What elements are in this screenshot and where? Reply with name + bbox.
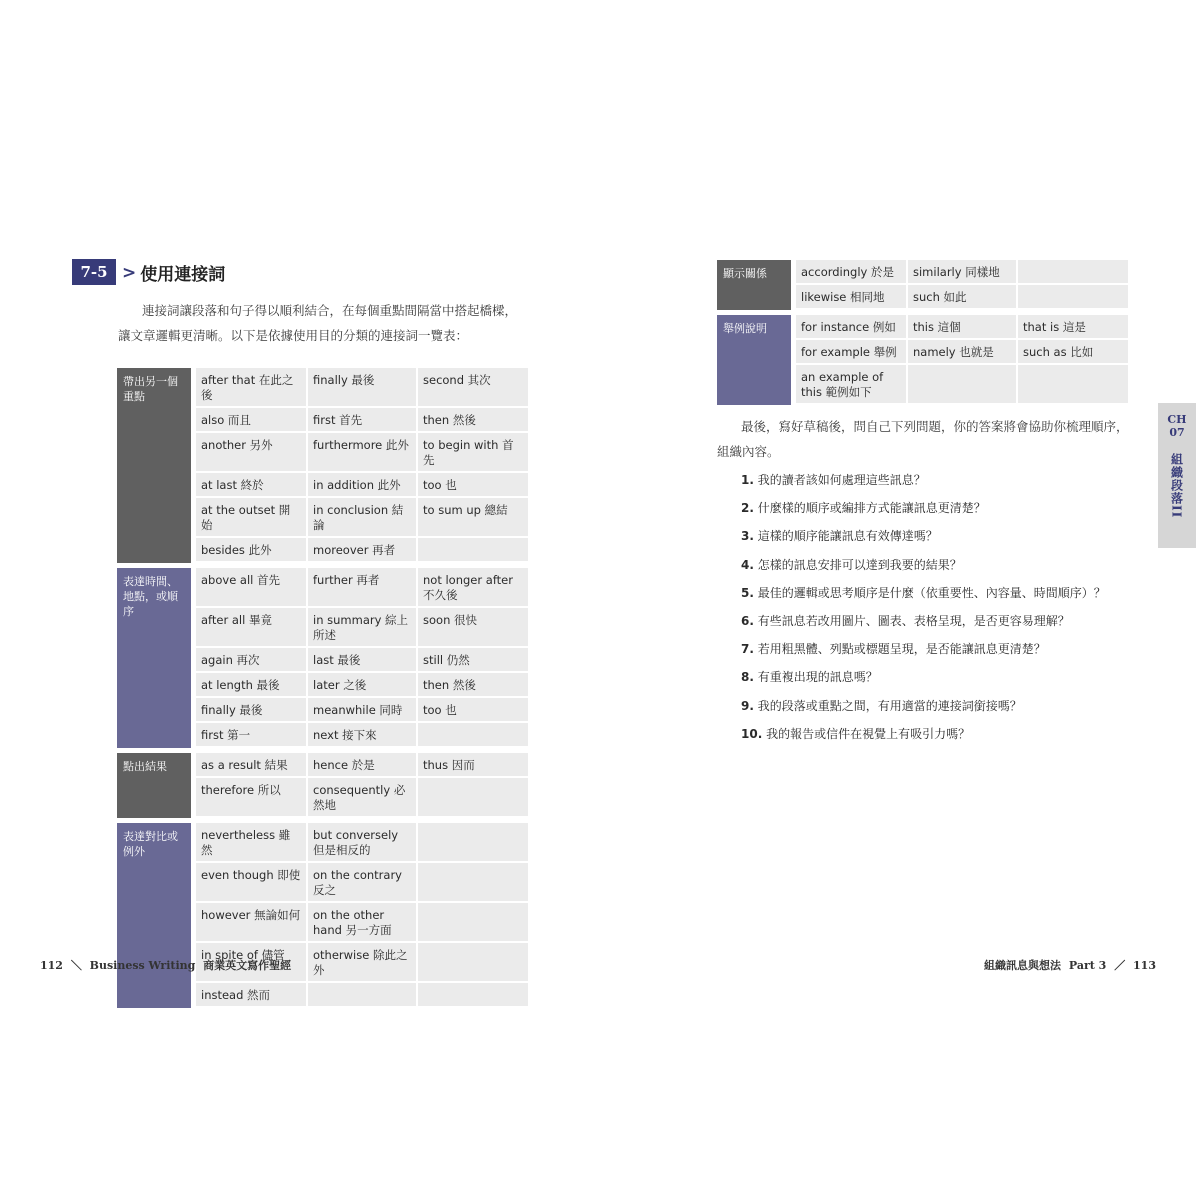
chevron-right-icon: >: [122, 263, 137, 283]
question-item: [741, 470, 1161, 498]
question-number: 2.: [741, 501, 754, 516]
table-row: [796, 340, 1128, 363]
question-text: 我的段落或重點之間，有用適當的連接詞銜接嗎？: [757, 698, 1022, 713]
connector-group: [117, 368, 528, 563]
connector-cell: [418, 723, 528, 746]
connector-cell: furthermore 此外: [308, 433, 416, 471]
connector-cell: finally 最後: [308, 368, 416, 406]
connector-cell: even though 即使: [196, 863, 306, 901]
connector-cell: at last 終於: [196, 473, 306, 496]
connector-cell: after all 畢竟: [196, 608, 306, 646]
connector-cell: [418, 863, 528, 901]
connector-cell: also 而且: [196, 408, 306, 431]
connector-cell: that is 這是: [1018, 315, 1128, 338]
part-label: Part 3: [1068, 959, 1107, 972]
question-text: 有些訊息若改用圖片、圖表、表格呈現，是否更容易理解？: [757, 613, 1070, 628]
connector-cell: as a result 結果: [196, 753, 306, 776]
question-item: [741, 611, 1161, 639]
question-item: [741, 696, 1161, 724]
series-name: Business Writing: [89, 959, 196, 972]
table-row: [196, 498, 528, 536]
question-item: [741, 724, 1161, 752]
chapter-tab: [1158, 403, 1196, 548]
question-number: 7.: [741, 642, 754, 657]
connector-cell: at the outset 開始: [196, 498, 306, 536]
connector-cell: likewise 相同地: [796, 285, 906, 308]
connector-cell: instead 然而: [196, 983, 306, 1006]
question-number: 4.: [741, 557, 754, 572]
table-row: [196, 433, 528, 471]
connector-cell: [1018, 365, 1128, 403]
connector-cell: in addition 此外: [308, 473, 416, 496]
connector-cell: soon 很快: [418, 608, 528, 646]
connector-cell: later 之後: [308, 673, 416, 696]
table-row: [196, 408, 528, 431]
question-number: 5.: [741, 585, 754, 600]
section-heading: [72, 258, 225, 286]
question-item: [741, 555, 1161, 583]
connector-cell: [308, 983, 416, 1006]
table-row: [196, 473, 528, 496]
connector-cell: first 首先: [308, 408, 416, 431]
question-number: 9.: [741, 698, 754, 713]
section-number-badge: 7-5: [72, 259, 116, 285]
connector-cell: otherwise 除此之外: [308, 943, 416, 981]
table-row: [196, 648, 528, 671]
table-row: [196, 823, 528, 861]
connector-cell: [418, 903, 528, 941]
category-label: 舉例說明: [717, 315, 791, 405]
chapter-title: 組織段落II: [1169, 453, 1184, 519]
connector-cell: namely 也就是: [908, 340, 1016, 363]
question-text: 這樣的順序能讓訊息有效傳達嗎？: [757, 529, 938, 544]
connector-cell: nevertheless 雖然: [196, 823, 306, 861]
question-number: 10.: [741, 726, 763, 741]
connector-cell: to begin with 首先: [418, 433, 528, 471]
connector-cell: not longer after 不久後: [418, 568, 528, 606]
footer-separator: ／: [1114, 959, 1126, 972]
table-row: [196, 698, 528, 721]
follow-up-text: 最後，寫好草稿後，問自己下列問題，你的答案將會協助你梳理順序，組織內容。: [717, 419, 1129, 459]
connector-cell: moreover 再者: [308, 538, 416, 561]
connector-cell: after that 在此之後: [196, 368, 306, 406]
table-row: [196, 608, 528, 646]
question-text: 若用粗黑體、列點或標題呈現，是否能讓訊息更清楚？: [757, 642, 1046, 657]
question-number: 1.: [741, 473, 754, 487]
footer-separator: ＼: [70, 959, 82, 972]
connector-cell: [418, 983, 528, 1006]
connector-cell: last 最後: [308, 648, 416, 671]
question-text: 怎樣的訊息安排可以達到我要的結果？: [757, 557, 962, 572]
category-label: 顯示關係: [717, 260, 791, 310]
question-item: [741, 639, 1161, 667]
connector-cell: [418, 778, 528, 816]
question-item: [741, 583, 1161, 611]
category-label: 表達時間、地點，或順序: [117, 568, 191, 748]
table-row: [196, 753, 528, 776]
page-number: 112: [40, 959, 63, 972]
chapter-number: 07: [1169, 426, 1185, 439]
connector-cell: second 其次: [418, 368, 528, 406]
question-number: 8.: [741, 670, 754, 685]
follow-up-paragraph: [717, 414, 1129, 464]
question-text: 最佳的邏輯或思考順序是什麼（依重要性、內容量、時間順序）？: [757, 585, 1106, 600]
connector-cell: next 接下來: [308, 723, 416, 746]
connector-group: [117, 823, 528, 1008]
connector-cell: again 再次: [196, 648, 306, 671]
table-row: [196, 723, 528, 746]
connector-group: [117, 753, 528, 818]
connector-cell: further 再者: [308, 568, 416, 606]
question-text: 什麼樣的順序或編排方式能讓訊息更清楚？: [757, 501, 986, 516]
connector-cell: meanwhile 同時: [308, 698, 416, 721]
connector-cell: still 仍然: [418, 648, 528, 671]
table-row: [796, 315, 1128, 338]
connector-cell: accordingly 於是: [796, 260, 906, 283]
connector-cell: consequently 必然地: [308, 778, 416, 816]
connector-cell: [1018, 260, 1128, 283]
connector-cell: but conversely 但是相反的: [308, 823, 416, 861]
connector-cell: too 也: [418, 698, 528, 721]
connector-cell: finally 最後: [196, 698, 306, 721]
table-row: [196, 983, 528, 1006]
connector-cell: in conclusion 結論: [308, 498, 416, 536]
connector-cell: [418, 538, 528, 561]
connector-cell: above all 首先: [196, 568, 306, 606]
question-number: 6.: [741, 613, 754, 628]
part-title: 組織訊息與想法: [984, 959, 1062, 972]
connector-cell: in spite of 儘管: [196, 943, 306, 981]
connector-cell: then 然後: [418, 673, 528, 696]
connector-cell: in summary 綜上所述: [308, 608, 416, 646]
question-text: 我的讀者該如何處理這些訊息？: [757, 473, 926, 487]
chapter-label: CH: [1167, 413, 1187, 426]
page-number: 113: [1133, 959, 1156, 972]
table-row: [196, 778, 528, 816]
connector-group: [117, 568, 528, 748]
connector-cell: besides 此外: [196, 538, 306, 561]
connector-cell: similarly 同樣地: [908, 260, 1016, 283]
connector-cell: first 第一: [196, 723, 306, 746]
connector-cell: for instance 例如: [796, 315, 906, 338]
connector-cell: therefore 所以: [196, 778, 306, 816]
question-item: [741, 526, 1161, 554]
table-row: [796, 365, 1128, 403]
table-row: [196, 538, 528, 561]
connector-cell: for example 舉例: [796, 340, 906, 363]
connector-cell: such as 比如: [1018, 340, 1128, 363]
connector-cell: then 然後: [418, 408, 528, 431]
question-number: 3.: [741, 529, 754, 544]
connector-cell: an example of this 範例如下: [796, 365, 906, 403]
connector-cell: to sum up 總結: [418, 498, 528, 536]
connector-cell: this 這個: [908, 315, 1016, 338]
connector-cell: on the contrary 反之: [308, 863, 416, 901]
question-text: 我的報告或信件在視覺上有吸引力嗎？: [766, 726, 971, 741]
section-title: 使用連接詞: [140, 264, 226, 285]
table-row: [196, 863, 528, 901]
category-label: 表達對比或例外: [117, 823, 191, 1008]
connector-cell: another 另外: [196, 433, 306, 471]
connector-cell: [418, 943, 528, 981]
connector-cell: on the other hand 另一方面: [308, 903, 416, 941]
intro-text: 連接詞讓段落和句子得以順利結合，在每個重點間隔當中搭起橋樑，讓文章邏輯更清晰。以下是依據使用目的分類的連接詞一覽表：: [118, 303, 518, 343]
connector-group: [717, 315, 1128, 405]
connector-cell: such 如此: [908, 285, 1016, 308]
table-row: [196, 673, 528, 696]
table-row: [196, 368, 528, 406]
table-row: [196, 568, 528, 606]
category-label: 點出結果: [117, 753, 191, 818]
question-item: [741, 667, 1161, 695]
question-item: [741, 498, 1161, 526]
footer-left: [40, 957, 295, 973]
connector-cell: [418, 823, 528, 861]
connector-group: [717, 260, 1128, 310]
table-row: [796, 285, 1128, 308]
footer-right: [984, 957, 1160, 973]
book-title: 商業英文寫作聖經: [203, 959, 292, 972]
connector-table: [117, 368, 528, 1013]
connector-cell: too 也: [418, 473, 528, 496]
connector-cell: however 無論如何: [196, 903, 306, 941]
connector-cell: hence 於是: [308, 753, 416, 776]
intro-paragraph: [118, 298, 528, 348]
connector-cell: thus 因而: [418, 753, 528, 776]
connector-cell: [1018, 285, 1128, 308]
connector-table-continued: [717, 260, 1128, 410]
question-text: 有重複出現的訊息嗎？: [757, 670, 878, 685]
question-list: [741, 470, 1161, 752]
connector-cell: [908, 365, 1016, 403]
connector-cell: at length 最後: [196, 673, 306, 696]
category-label: 帶出另一個重點: [117, 368, 191, 563]
table-row: [796, 260, 1128, 283]
table-row: [196, 903, 528, 941]
